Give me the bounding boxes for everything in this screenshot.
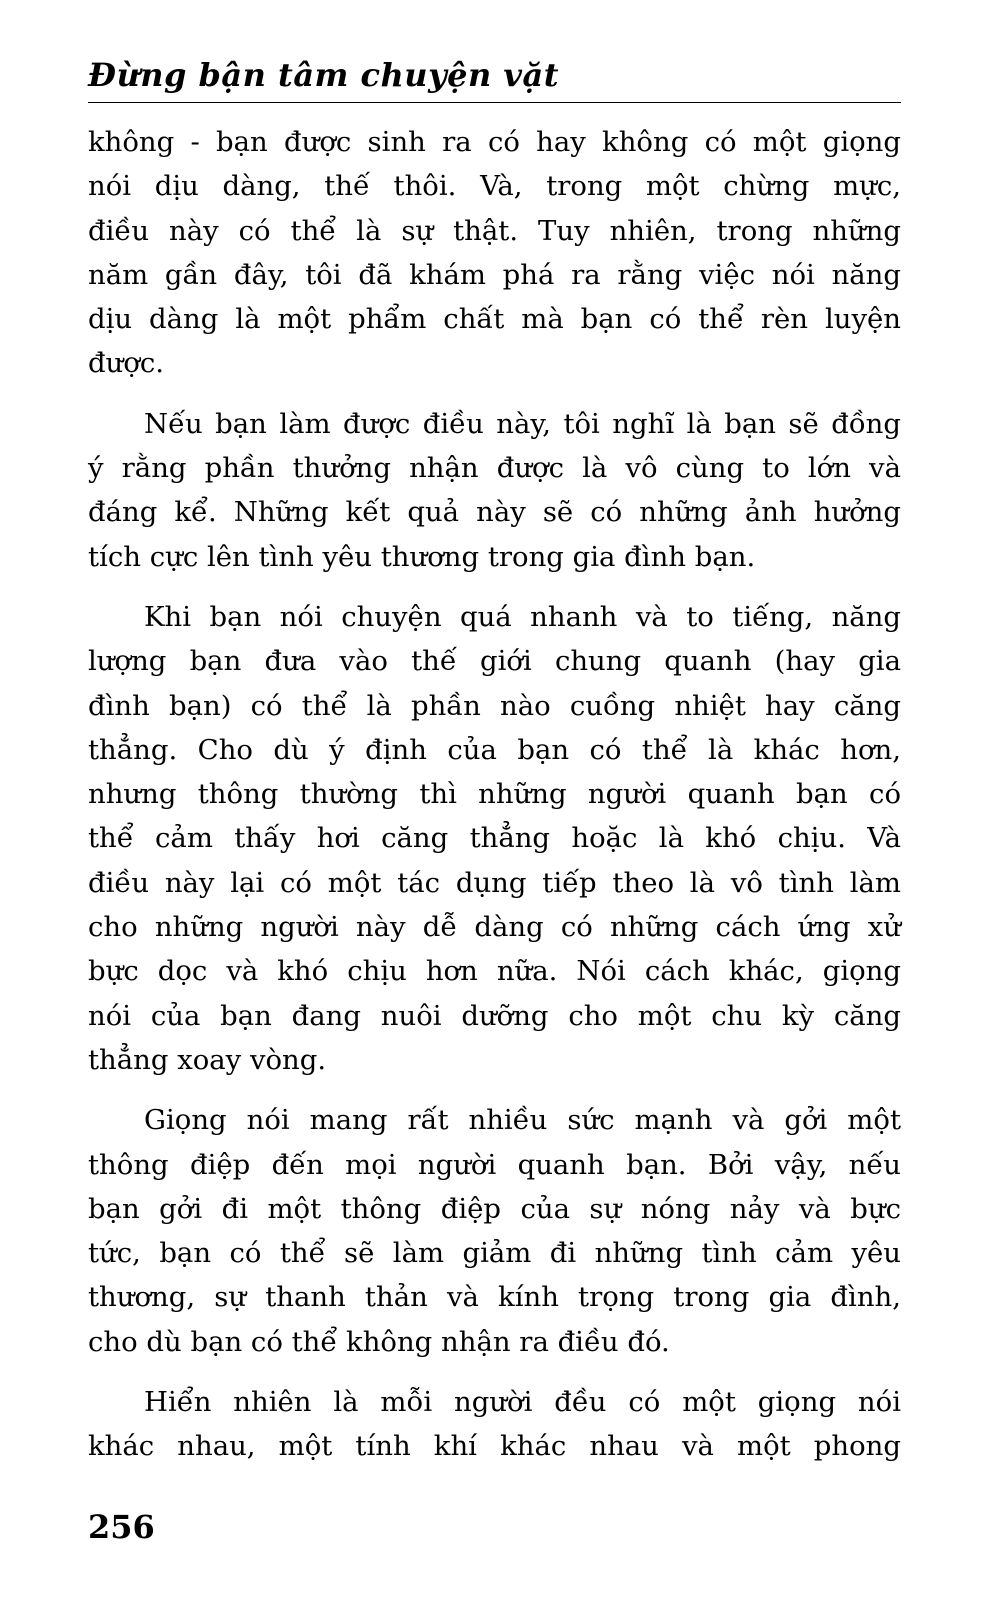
text-line: tức, bạn có thể sẽ làm giảm đi những tình cảm yêu bbox=[88, 1237, 901, 1270]
text-line: ý rằng phần thưởng nhận được là vô cùng to lớn và bbox=[88, 452, 901, 485]
paragraph-gap bbox=[88, 1082, 901, 1098]
text-line: thẳng. Cho dù ý định của bạn có thể là khác hơn, bbox=[88, 733, 901, 766]
paragraph-gap bbox=[88, 1364, 901, 1380]
paragraph-gap bbox=[88, 386, 901, 402]
paragraph-gap bbox=[88, 579, 901, 595]
text-line: Hiển nhiên là mỗi người đều có một giọng nói bbox=[144, 1386, 901, 1419]
paragraph bbox=[88, 402, 901, 579]
text-line: cho những người này dễ dàng có những cách ứng xử bbox=[88, 911, 901, 944]
running-header bbox=[88, 52, 901, 103]
running-title: Đừng bận tâm chuyện vặt bbox=[88, 56, 560, 94]
text-line: cho dù bạn có thể không nhận ra điều đó. bbox=[88, 1325, 670, 1358]
text-line: Khi bạn nói chuyện quá nhanh và to tiếng, năng bbox=[144, 600, 901, 633]
text-line: năm gần đây, tôi đã khám phá ra rằng việc nói năng bbox=[88, 258, 901, 291]
text-line: điều này có thể là sự thật. Tuy nhiên, trong những bbox=[88, 214, 901, 247]
text-line: dịu dàng là một phẩm chất mà bạn có thể rèn luyện bbox=[88, 303, 901, 336]
text-line: thẳng xoay vòng. bbox=[88, 1043, 327, 1076]
paragraph bbox=[88, 1098, 901, 1364]
text-line: thông điệp đến mọi người quanh bạn. Bởi vậy, nếu bbox=[88, 1148, 901, 1181]
text-line: nhưng thông thường thì những người quanh bạn có bbox=[88, 778, 901, 811]
page-number: 256 bbox=[88, 1508, 155, 1546]
text-line: Giọng nói mang rất nhiều sức mạnh và gởi một bbox=[144, 1104, 901, 1137]
text-line: tích cực lên tình yêu thương trong gia đình bạn. bbox=[88, 540, 756, 573]
text-line: bạn gởi đi một thông điệp của sự nóng nảy và bực bbox=[88, 1192, 901, 1225]
paragraph bbox=[88, 595, 901, 1082]
text-line: khác nhau, một tính khí khác nhau và một phong bbox=[88, 1430, 901, 1463]
text-line: được. bbox=[88, 347, 165, 380]
paragraph bbox=[88, 120, 901, 386]
text-line: thương, sự thanh thản và kính trọng trong gia đình, bbox=[88, 1281, 901, 1314]
text-line: không - bạn được sinh ra có hay không có một giọng bbox=[88, 126, 901, 158]
paragraph bbox=[88, 1380, 901, 1469]
text-line: bực dọc và khó chịu hơn nữa. Nói cách khác, giọng bbox=[88, 955, 901, 988]
text-line: điều này lại có một tác dụng tiếp theo là vô tình làm bbox=[88, 866, 901, 899]
text-line: lượng bạn đưa vào thế giới chung quanh (hay gia bbox=[88, 645, 901, 678]
text-line: nói dịu dàng, thế thôi. Và, trong một chừng mực, bbox=[88, 170, 901, 203]
text-line: đình bạn) có thể là phần nào cuồng nhiệt hay căng bbox=[88, 689, 901, 722]
text-line: thể cảm thấy hơi căng thẳng hoặc là khó chịu. Và bbox=[88, 822, 901, 855]
body-text bbox=[88, 120, 901, 1469]
text-line: Nếu bạn làm được điều này, tôi nghĩ là bạn sẽ đồng bbox=[144, 407, 901, 440]
text-line: đáng kể. Những kết quả này sẽ có những ảnh hưởng bbox=[88, 496, 901, 529]
text-line: nói của bạn đang nuôi dưỡng cho một chu kỳ căng bbox=[88, 999, 901, 1032]
